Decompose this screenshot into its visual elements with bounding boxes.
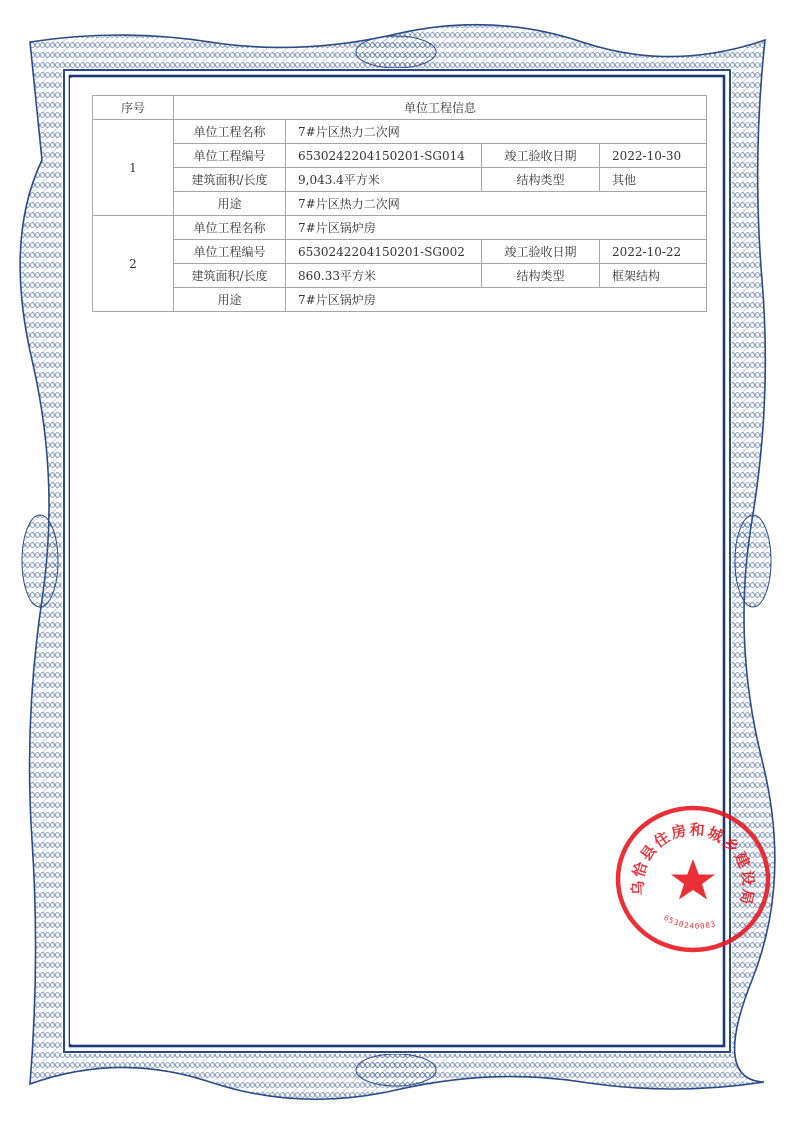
code-label: 单位工程编号 [174,144,286,168]
table-row [93,288,707,312]
table-row [93,264,707,288]
row-index: 1 [93,120,174,216]
area-label: 建筑面积/长度 [174,264,286,288]
completion-date: 2022-10-22 [600,240,707,264]
struct-label: 结构类型 [482,264,600,288]
table-row [93,240,707,264]
star-icon [671,859,715,900]
project-use: 7#片区锅炉房 [286,288,707,312]
structure-type: 其他 [600,168,707,192]
seal-number: 6530240003 [662,912,718,931]
project-name: 7#片区热力二次网 [286,120,707,144]
project-use: 7#片区热力二次网 [286,192,707,216]
use-label: 用途 [174,288,286,312]
area-label: 建筑面积/长度 [174,168,286,192]
table-row [93,192,707,216]
building-area: 9,043.4平方米 [286,168,482,192]
table-header-row [93,96,707,120]
table-row [93,216,707,240]
building-area: 860.33平方米 [286,264,482,288]
header-index: 序号 [93,96,174,120]
date-label: 竣工验收日期 [482,240,600,264]
table-row [93,168,707,192]
use-label: 用途 [174,192,286,216]
official-seal [614,803,772,955]
project-code: 6530242204150201-SG014 [286,144,482,168]
project-info-table [92,95,707,312]
seal-arc-text: 乌恰县住房和城乡建设局 [628,820,758,908]
svg-text:6530240003 [662,913,717,931]
header-info: 单位工程信息 [174,96,707,120]
name-label: 单位工程名称 [174,120,286,144]
date-label: 竣工验收日期 [482,144,600,168]
project-name: 7#片区锅炉房 [286,216,707,240]
table-row [93,144,707,168]
row-index: 2 [93,216,174,312]
structure-type: 框架结构 [600,264,707,288]
name-label: 单位工程名称 [174,216,286,240]
project-code: 6530242204150201-SG002 [286,240,482,264]
completion-date: 2022-10-30 [600,144,707,168]
struct-label: 结构类型 [482,168,600,192]
table-row [93,120,707,144]
code-label: 单位工程编号 [174,240,286,264]
